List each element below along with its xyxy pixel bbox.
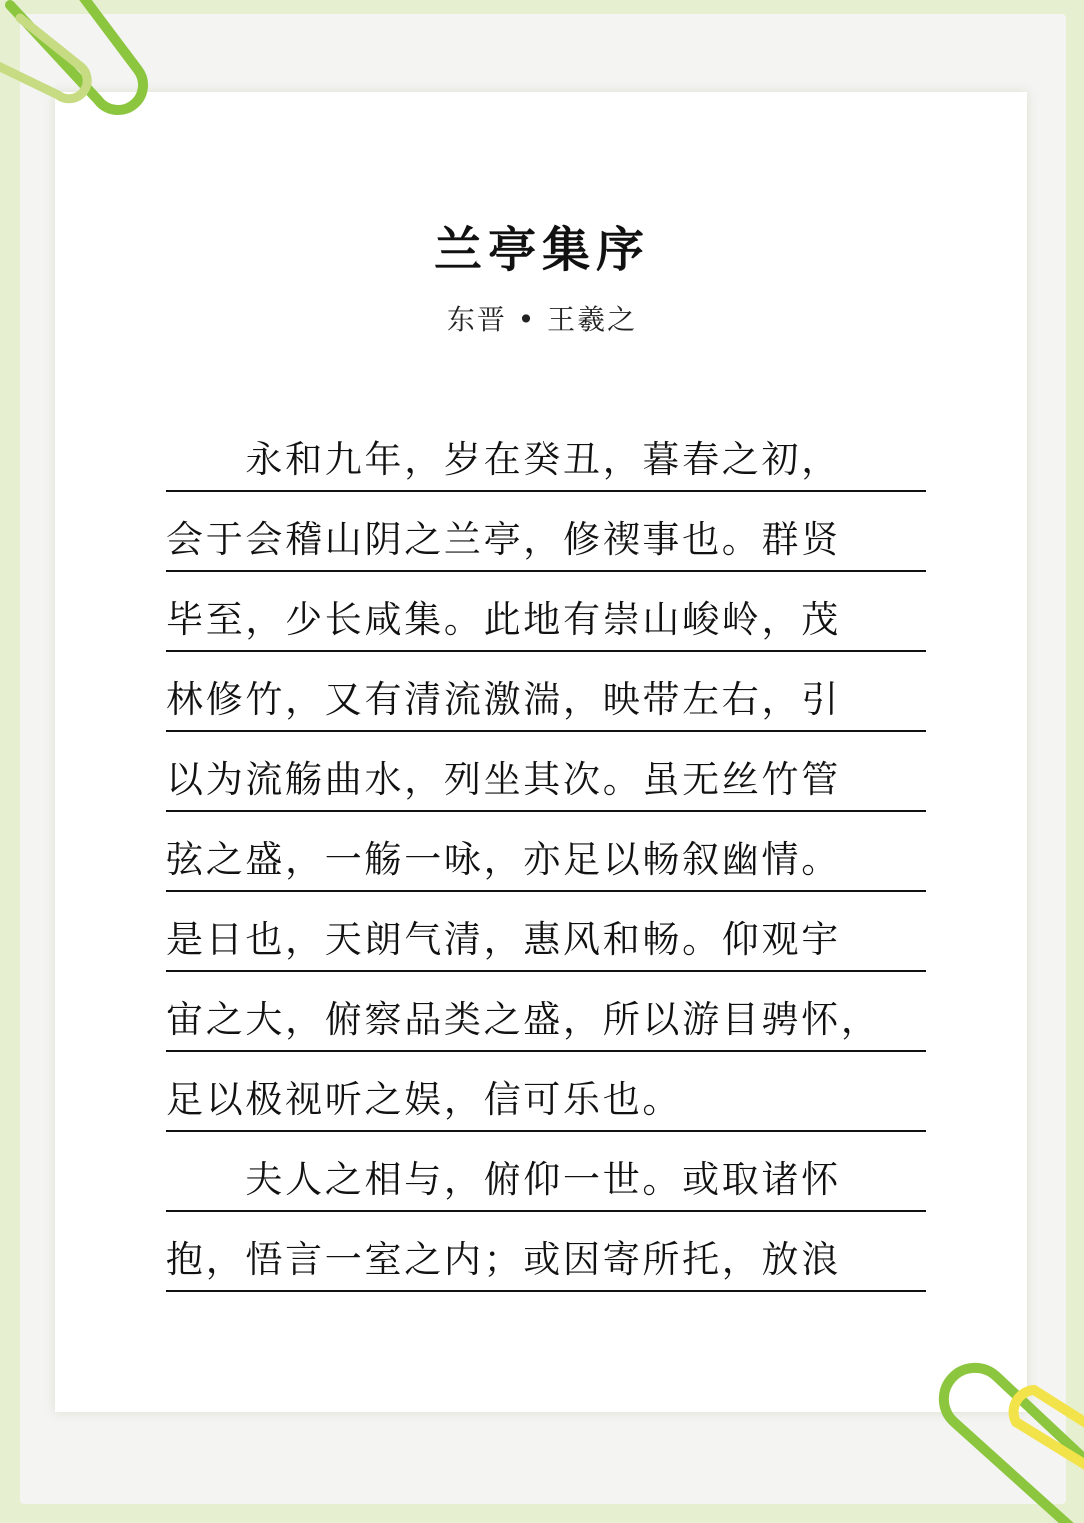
text-line bbox=[166, 732, 926, 812]
text-line bbox=[166, 1052, 926, 1132]
ruled-text-body bbox=[166, 412, 926, 1292]
text-line-content: 毕至，少长咸集。此地有崇山峻岭，茂 bbox=[166, 598, 841, 641]
text-line bbox=[166, 492, 926, 572]
text-line-content: 永和九年，岁在癸丑，暮春之初， bbox=[166, 438, 841, 481]
document-title: 兰亭集序 bbox=[433, 222, 650, 278]
text-line-content: 是日也，天朗气清，惠风和畅。仰观宇 bbox=[166, 918, 841, 961]
text-line-content: 以为流觞曲水，列坐其次。虽无丝竹管 bbox=[166, 758, 841, 801]
text-line-content: 宙之大，俯察品类之盛，所以游目骋怀， bbox=[166, 998, 881, 1041]
text-line bbox=[166, 892, 926, 972]
text-line-content: 林修竹，又有清流激湍，映带左右，引 bbox=[166, 678, 841, 721]
text-line bbox=[166, 972, 926, 1052]
text-line bbox=[166, 1212, 926, 1292]
text-line-content: 足以极视听之娱，信可乐也。 bbox=[166, 1078, 683, 1121]
document-author: 东晋 • 王羲之 bbox=[446, 303, 638, 336]
text-line bbox=[166, 572, 926, 652]
paperclip-icon-top-left bbox=[0, 0, 170, 140]
text-line bbox=[166, 652, 926, 732]
text-line-content: 夫人之相与，俯仰一世。或取诸怀 bbox=[166, 1158, 841, 1201]
text-line bbox=[166, 812, 926, 892]
text-line-content: 会于会稽山阴之兰亭，修禊事也。群贤 bbox=[166, 518, 841, 561]
text-line-content: 抱，悟言一室之内；或因寄所托，放浪 bbox=[166, 1238, 841, 1281]
text-line bbox=[166, 1132, 926, 1212]
paperclip-icon-bottom-right bbox=[924, 1350, 1084, 1523]
text-line-content: 弦之盛，一觞一咏，亦足以畅叙幽情。 bbox=[166, 838, 841, 881]
text-line bbox=[166, 412, 926, 492]
